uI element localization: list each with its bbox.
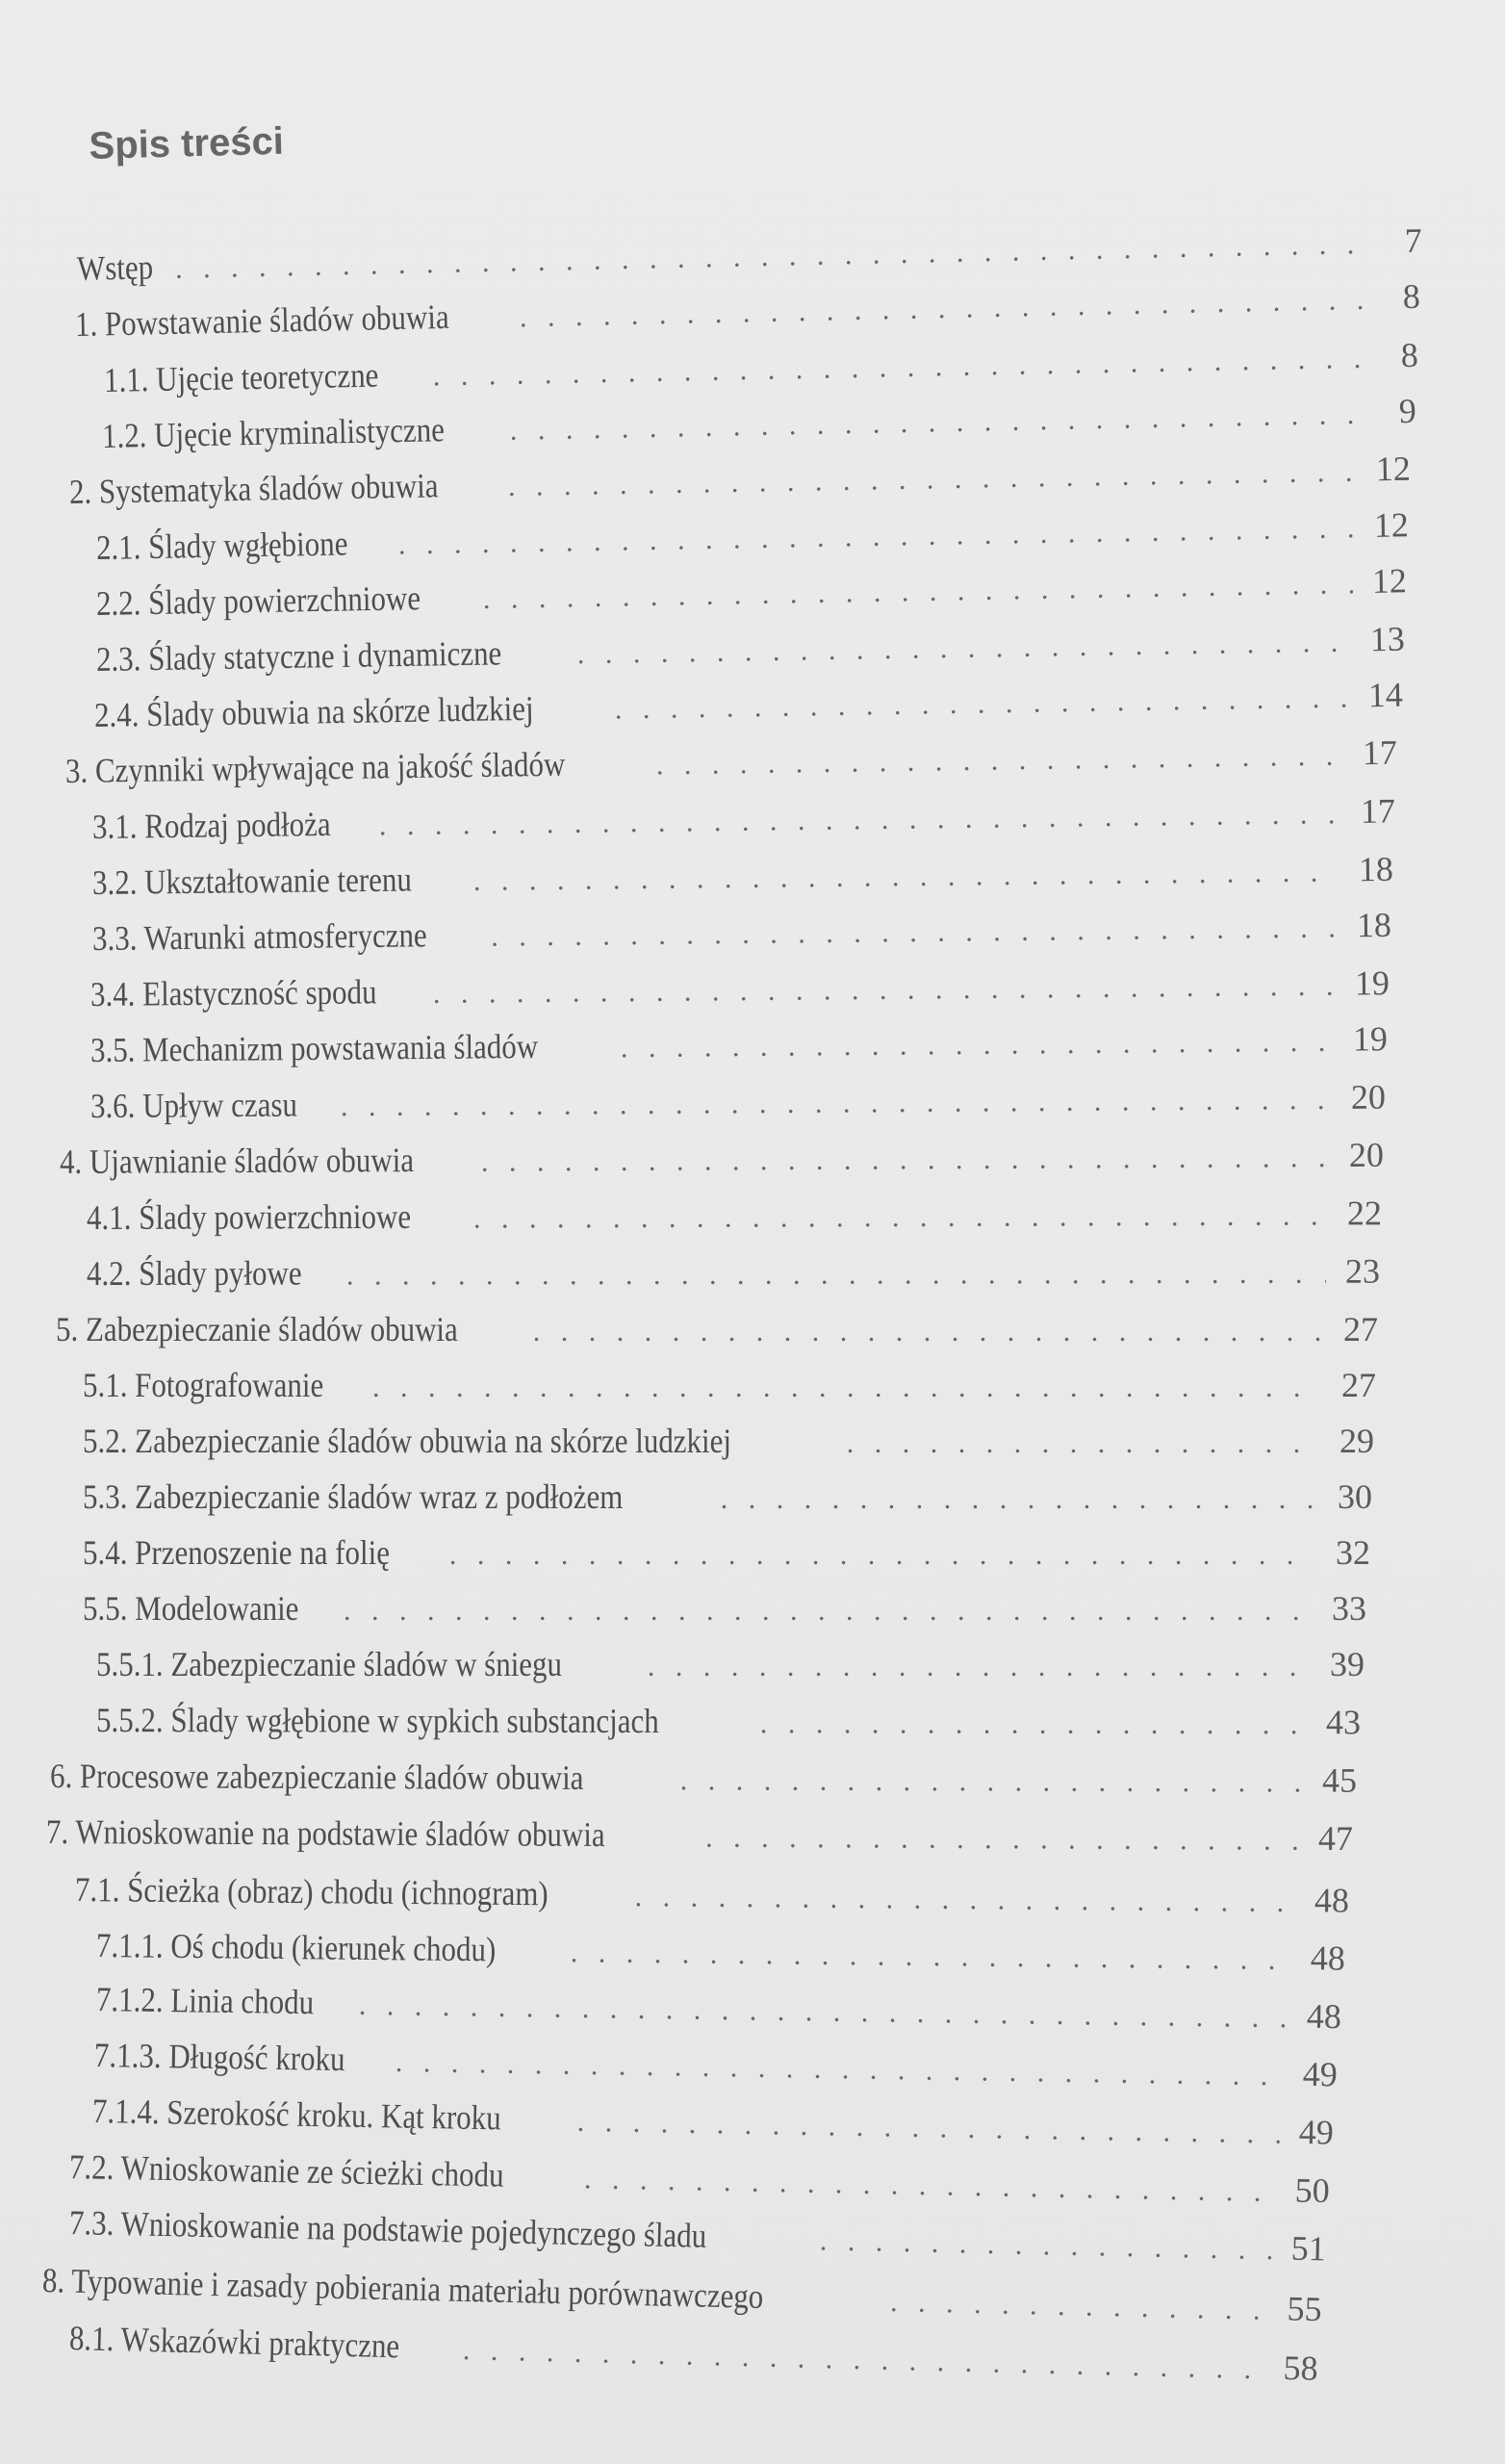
toc-entry — [87, 1193, 1382, 1238]
toc-entry-label: 3.2. Ukształtowanie terenu — [91, 860, 413, 902]
toc-entry-page-number: 17 — [1362, 732, 1398, 773]
toc-entry-label: 7.1. Ścieżka (obraz) chodu (ichnogram) — [74, 1870, 548, 1913]
dot-leader — [615, 682, 1350, 727]
toc-entry-page-number: 22 — [1346, 1194, 1383, 1233]
toc-entry-label: 5.4. Przenoszenie na folię — [83, 1533, 390, 1572]
toc-entry — [96, 560, 1408, 624]
toc-entry — [56, 1309, 1378, 1349]
dot-leader — [571, 1937, 1291, 1977]
toc-entry — [69, 2146, 1331, 2211]
toc-entry — [90, 1077, 1386, 1126]
toc-entry-page-number: 7 — [1404, 220, 1423, 261]
toc-entry — [96, 504, 1410, 568]
dot-leader — [395, 2046, 1284, 2092]
toc-entry — [96, 1925, 1345, 1979]
toc-entry-label: 2.3. Ślady statyczne i dynamiczne — [95, 633, 502, 679]
toc-entry — [94, 675, 1403, 735]
toc-entry-page-number: 20 — [1348, 1135, 1385, 1174]
toc-entry-page-number: 29 — [1339, 1422, 1374, 1460]
toc-entry-label: 7.3. Wnioskowanie na podstawie pojedynczego śladu — [68, 2203, 707, 2255]
toc-entry — [83, 1532, 1370, 1573]
toc-entry-label: 5.3. Zabezpieczanie śladów wraz z podłożem — [83, 1477, 624, 1516]
toc-entry — [75, 1869, 1349, 1921]
toc-entry-label: 8.1. Wskazówki praktyczne — [68, 2319, 400, 2366]
dot-leader — [463, 2334, 1264, 2386]
toc-entry-page-number: 27 — [1343, 1310, 1378, 1348]
dot-leader — [449, 1539, 1316, 1572]
toc-entry — [46, 1811, 1353, 1859]
toc-entry-page-number: 14 — [1367, 675, 1404, 715]
toc-entry — [96, 1644, 1365, 1684]
dot-leader — [483, 568, 1354, 616]
toc-entry-page-number: 19 — [1352, 1019, 1389, 1059]
toc-entry-label: 1.2. Ujęcie kryminalistyczne — [101, 410, 446, 455]
toc-entry-page-number: 55 — [1287, 2289, 1323, 2329]
toc-entry — [90, 1018, 1388, 1070]
page-title: Spis treści — [89, 119, 285, 167]
toc-entry-label: 6. Procesowe zabezpieczanie śladów obuwia — [49, 1757, 584, 1797]
dot-leader — [346, 1258, 1326, 1293]
toc-entry — [83, 1365, 1376, 1405]
toc-entry-label: 5. Zabezpieczanie śladów obuwia — [56, 1310, 458, 1348]
toc-entry — [50, 1756, 1357, 1801]
toc-entry-page-number: 9 — [1398, 391, 1417, 431]
toc-entry-label: 8. Typowanie i zasady pobierania materiału porównawczego — [41, 2261, 764, 2316]
toc-entry-label: 3. Czynniki wpływające na jakość śladów — [64, 744, 566, 790]
toc-entry — [68, 2318, 1318, 2389]
dot-leader — [705, 1822, 1299, 1858]
toc-entry — [87, 1251, 1380, 1294]
toc-entry-page-number: 48 — [1306, 1996, 1342, 2037]
toc-entry-label: 5.5.1. Zabezpieczanie śladów w śniegu — [96, 1645, 563, 1683]
toc-entry-page-number: 20 — [1350, 1077, 1387, 1116]
toc-entry-label: 4.1. Ślady powierzchniowe — [86, 1196, 412, 1237]
dot-leader — [847, 1427, 1320, 1460]
toc-entry-page-number: 27 — [1341, 1366, 1376, 1404]
dot-leader — [508, 456, 1358, 503]
dot-leader — [577, 627, 1352, 672]
toc-entry-label: 4.2. Ślady pyłowe — [86, 1253, 302, 1293]
toc-entry-label: 3.4. Elastyczność spodu — [89, 972, 377, 1014]
toc-entry-page-number: 58 — [1283, 2348, 1319, 2388]
toc-entry-label: 2.4. Ślady obuwia na skórze ludzkiej — [93, 688, 534, 734]
dot-leader — [481, 1142, 1330, 1179]
toc-entry-label: 5.2. Zabezpieczanie śladów obuwia na skórze ludzkiej — [83, 1422, 731, 1460]
toc-entry-label: 3.6. Upływ czasu — [89, 1085, 298, 1125]
toc-entry-page-number: 12 — [1373, 505, 1410, 545]
toc-entry-label: 5.5. Modelowanie — [83, 1589, 299, 1628]
dot-leader — [820, 2224, 1272, 2267]
dot-leader — [621, 1026, 1334, 1065]
toc-entry-page-number: 12 — [1375, 449, 1412, 489]
toc-entry-label: 7.1.4. Szerokość kroku. Kąt kroku — [91, 2092, 502, 2138]
dot-leader — [576, 2106, 1280, 2151]
toc-entry-label: 3.1. Rodzaj podłoża — [91, 804, 331, 846]
toc-entry-page-number: 47 — [1317, 1818, 1354, 1859]
toc-entry-page-number: 8 — [1400, 335, 1419, 375]
dot-leader — [432, 343, 1365, 394]
dot-leader — [584, 2163, 1276, 2209]
dot-leader — [433, 970, 1336, 1011]
toc-entry — [42, 2260, 1323, 2329]
toc-entry-page-number: 32 — [1336, 1533, 1370, 1572]
dot-leader — [359, 1989, 1288, 2035]
toc-entry — [69, 449, 1412, 512]
toc-entry — [92, 849, 1393, 903]
toc-entry-page-number: 49 — [1302, 2054, 1339, 2094]
dot-leader — [635, 1881, 1296, 1919]
toc-entry-page-number: 49 — [1298, 2112, 1335, 2152]
dot-leader — [473, 856, 1339, 897]
toc-entry-page-number: 51 — [1290, 2228, 1327, 2269]
toc-entry — [92, 790, 1395, 847]
toc-entry — [94, 2035, 1339, 2094]
toc-entry — [75, 276, 1421, 345]
toc-entry-page-number: 30 — [1338, 1477, 1372, 1516]
dot-leader — [379, 798, 1341, 842]
toc-entry-page-number: 13 — [1369, 619, 1406, 659]
dot-leader — [398, 512, 1355, 561]
toc-entry-page-number: 43 — [1325, 1703, 1362, 1742]
toc-entry-page-number: 39 — [1330, 1645, 1365, 1683]
toc-entry-label: 2. Systematyka śladów obuwia — [68, 466, 439, 511]
toc-entry — [102, 391, 1417, 456]
dot-leader — [491, 911, 1338, 953]
toc-entry-label: 7.1.3. Długość kroku — [93, 2036, 345, 2079]
toc-entry-page-number: 18 — [1356, 905, 1392, 945]
toc-entry — [104, 335, 1419, 400]
dot-leader — [520, 284, 1367, 334]
toc-entry — [60, 1135, 1384, 1182]
toc-entry-page-number: 18 — [1358, 849, 1394, 889]
toc-entry-page-number: 48 — [1310, 1938, 1346, 1978]
toc-entry — [65, 732, 1397, 791]
toc-entry-page-number: 45 — [1321, 1760, 1358, 1800]
toc-entry — [77, 220, 1423, 289]
toc-entry — [90, 962, 1390, 1014]
toc-entry-page-number: 48 — [1314, 1881, 1350, 1920]
dot-leader — [890, 2286, 1268, 2327]
toc-entry-page-number: 33 — [1332, 1589, 1366, 1628]
toc-entry-label: 2.1. Ślady wgłębione — [95, 524, 348, 567]
toc-entry-label: 2.2. Ślady powierzchniowe — [95, 578, 421, 623]
toc-entry — [96, 1700, 1361, 1742]
toc-entry-page-number: 12 — [1371, 561, 1408, 601]
toc-entry-label: 4. Ujawnianie śladów obuwia — [59, 1141, 415, 1181]
dot-leader — [175, 228, 1368, 286]
dot-leader — [760, 1707, 1307, 1741]
dot-leader — [473, 1199, 1328, 1235]
toc-entry — [83, 1476, 1372, 1517]
dot-leader — [510, 398, 1364, 448]
toc-entry — [92, 905, 1391, 959]
toc-entry — [96, 1979, 1341, 2037]
toc-entry-label: 3.5. Mechanizm powstawania śladów — [89, 1026, 539, 1069]
toc-entry-label: 5.1. Fotografowanie — [83, 1366, 324, 1404]
toc-entry-label: 1.1. Ujęcie teoretyczne — [103, 355, 379, 399]
toc-entry-label: 7. Wnioskowanie na podstawie śladów obuwia — [45, 1812, 605, 1855]
toc-entry — [83, 1421, 1374, 1461]
toc-entry-label: 7.1.1. Oś chodu (kierunek chodu) — [95, 1926, 497, 1969]
toc-entry-page-number: 19 — [1354, 963, 1390, 1003]
toc-entry-label: 1. Powstawanie śladów obuwia — [74, 296, 449, 344]
dot-leader — [721, 1483, 1318, 1516]
dot-leader — [372, 1372, 1322, 1404]
toc-entry-page-number: 50 — [1294, 2170, 1331, 2211]
toc-entry-label: 3.3. Warunki atmosferyczne — [91, 915, 427, 958]
toc-entry-label: 5.5.2. Ślady wgłębione w sypkich substancjach — [95, 1701, 659, 1741]
dot-leader — [533, 1316, 1324, 1348]
dot-leader — [341, 1084, 1332, 1123]
toc-entry-page-number: 17 — [1360, 791, 1396, 831]
toc-entry — [92, 2091, 1335, 2153]
dot-leader — [680, 1764, 1303, 1799]
toc-entry-page-number: 8 — [1402, 276, 1421, 317]
toc-entry — [96, 619, 1405, 680]
dot-leader — [344, 1595, 1313, 1628]
toc-entry-page-number: 23 — [1344, 1251, 1381, 1291]
toc-entry-label: 7.1.2. Linia chodu — [95, 1980, 315, 2022]
toc-entry — [83, 1588, 1366, 1629]
toc-entry-label: 7.2. Wnioskowanie ze ścieżki chodu — [68, 2147, 504, 2194]
toc-entry-label: Wstęp — [76, 247, 154, 288]
dot-leader — [648, 1651, 1311, 1683]
toc-entry — [69, 2202, 1327, 2269]
dot-leader — [656, 739, 1344, 782]
